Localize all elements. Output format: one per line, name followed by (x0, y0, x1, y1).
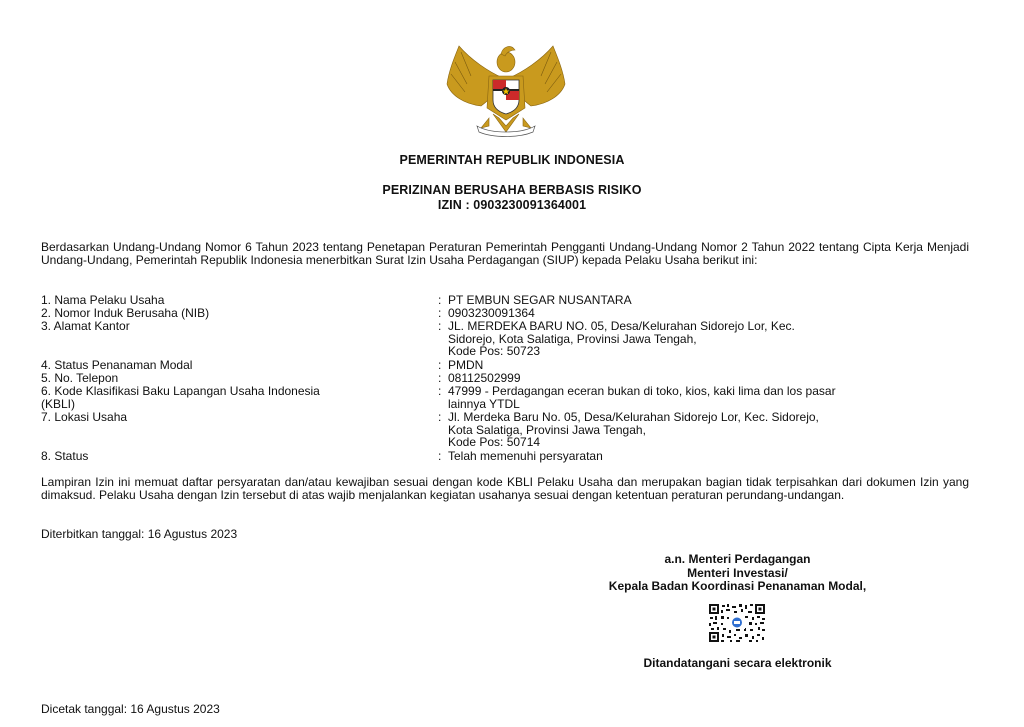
field-label (41, 385, 431, 410)
government-heading: PEMERINTAH REPUBLIK INDONESIA (399, 153, 625, 167)
garuda-emblem-icon (441, 40, 571, 138)
field-separator: : (438, 306, 442, 320)
field-value-line: JL. MERDEKA BARU NO. 05, Desa/Kelurahan Sidorejo Lor, Kec. (448, 319, 795, 333)
permit-number: IZIN : 0903230091364001 (437, 198, 587, 212)
field-value-line: Kode Pos: 50723 (448, 344, 541, 359)
field-label: 2. Nomor Induk Berusaha (NIB) (41, 306, 210, 320)
field-value-line: Kode Pos: 50714 (448, 435, 541, 450)
field-separator: : (438, 449, 442, 463)
field-value: PMDN (448, 358, 484, 372)
field-separator: : (438, 319, 442, 333)
signature-block (520, 553, 955, 594)
field-label-line: 6. Kode Klasifikasi Baku Lapangan Usaha Indonesia (41, 384, 320, 398)
signature-line-1: a.n. Menteri Perdagangan (664, 552, 811, 566)
field-label: 1. Nama Pelaku Usaha (41, 293, 165, 307)
intro-paragraph: Berdasarkan Undang-Undang Nomor 6 Tahun 2023 tentang Penetapan Peraturan Pemerintah Pengganti Undang-Undang Nomor 2 Tahun 2022 tentang Cipta Kerja Menjadi Undang-Undang, Pemerintah Republik Indonesia menerbitkan Surat Izin Usaha Perdagangan (SIUP) kepada Pelaku Usaha berikut ini: (41, 240, 969, 268)
field-label: 5. No. Telepon (41, 371, 119, 385)
field-separator: : (438, 371, 442, 385)
field-value: 0903230091364 (448, 306, 535, 320)
permit-title: PERIZINAN BERUSAHA BERBASIS RISIKO (382, 183, 642, 197)
field-label: 8. Status (41, 449, 89, 463)
field-separator: : (438, 410, 442, 424)
signature-line-3: Kepala Badan Koordinasi Penanaman Modal, (608, 579, 867, 594)
field-value-line: Sidorejo, Kota Salatiga, Provinsi Jawa Tengah, (448, 331, 697, 346)
field-value: Telah memenuhi persyaratan (448, 449, 603, 463)
field-value-line: Jl. Merdeka Baru No. 05, Desa/Kelurahan Sidorejo Lor, Kec. Sidorejo, (448, 410, 819, 424)
printed-date: Dicetak tanggal: 16 Agustus 2023 (41, 702, 220, 716)
qr-code-icon (708, 603, 766, 643)
field-value (448, 320, 968, 358)
field-value (448, 385, 968, 410)
field-value: PT EMBUN SEGAR NUSANTARA (448, 293, 632, 307)
electronic-signature-note: Ditandatangani secara elektronik (643, 656, 832, 670)
field-value-line: lainnya YTDL (448, 396, 520, 411)
field-value: 08112502999 (448, 371, 521, 385)
appendix-note: Lampiran Izin ini memuat daftar persyaratan dan/atau kewajiban sesuai dengan kode KBLI Pelaku Usaha dan merupakan bagian tidak terpisahkan dari dokumen Izin yang dimaksud. Pelaku Usaha dengan Izin tersebut di atas wajib menjalankan kegiatan usahanya sesuai dengan ketentuan peraturan perundang-undangan. (41, 475, 969, 503)
field-label: 4. Status Penanaman Modal (41, 358, 193, 372)
signature-line-2: Menteri Investasi/ (687, 565, 788, 580)
field-value-line: Kota Salatiga, Provinsi Jawa Tengah, (448, 422, 646, 437)
field-value (448, 411, 968, 449)
field-label-line: (KBLI) (41, 396, 76, 411)
field-value-line: 47999 - Perdagangan eceran bukan di toko, kios, kaki lima dan los pasar (448, 384, 836, 398)
field-separator: : (438, 384, 442, 398)
issued-date: Diterbitkan tanggal: 16 Agustus 2023 (41, 527, 238, 541)
field-label: 7. Lokasi Usaha (41, 410, 128, 424)
field-label: 3. Alamat Kantor (41, 319, 130, 333)
field-separator: : (438, 293, 442, 307)
field-separator: : (438, 358, 442, 372)
